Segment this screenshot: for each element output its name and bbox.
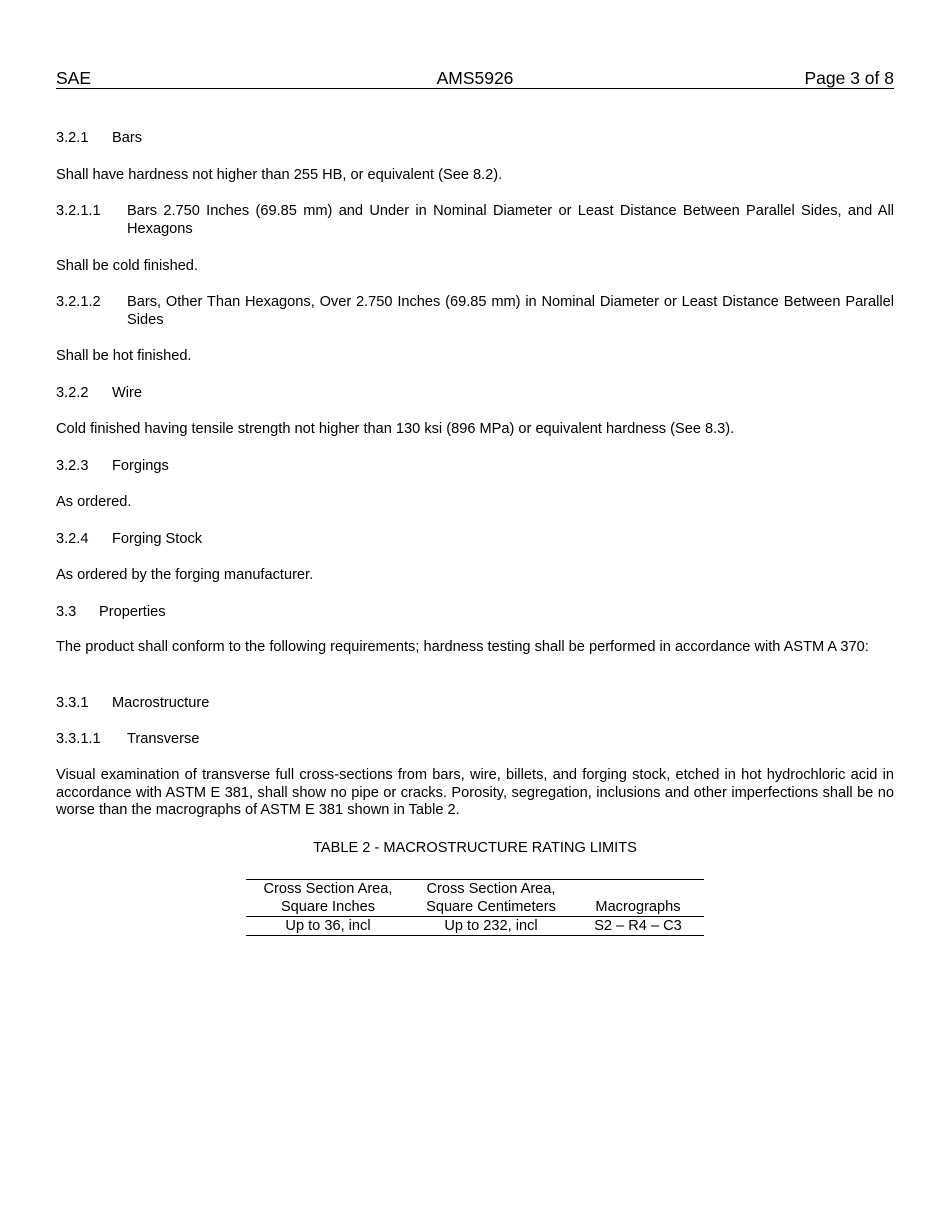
section-number: 3.2.3 [56,458,89,474]
section-3-2-1-1-heading [56,202,894,238]
section-3-2-2-body: Cold finished having tensile strength not higher than 130 ksi (896 MPa) or equivalent hardness (See 8.3). [56,421,735,437]
section-title: Bars 2.750 Inches (69.85 mm) and Under in Nominal Diameter or Least Distance Between Parallel Sides, and All Hexagons [127,203,894,237]
table-row [246,917,704,936]
section-3-2-1-body: Shall have hardness not higher than 255 HB, or equivalent (See 8.2). [56,167,503,183]
section-title: Bars [112,130,143,146]
section-3-3-1-1-heading [56,730,894,748]
section-3-3-heading [56,603,894,621]
section-3-2-1-heading [56,129,894,147]
section-3-2-1-2-heading [56,293,894,329]
header-org: SAE [56,68,92,88]
column-header-macrographs: Macrographs [595,899,681,915]
section-number: 3.2.2 [56,385,89,401]
column-header-square-inches: Cross Section Area, Square Inches [263,881,393,915]
section-3-2-3-heading [56,457,894,475]
table-2-caption: TABLE 2 - MACROSTRUCTURE RATING LIMITS [313,840,637,856]
table-cell: Up to 36, incl [285,918,371,934]
section-number: 3.3.1 [56,695,89,711]
section-title: Bars, Other Than Hexagons, Over 2.750 Inches (69.85 mm) in Nominal Diameter or Least Distance Between Parallel Sides [127,294,894,328]
header-doc-number: AMS5926 [436,68,514,88]
section-number: 3.2.1.2 [56,294,101,310]
table-cell: S2 – R4 – C3 [594,918,682,934]
section-3-2-2-heading [56,384,894,402]
column-header-square-centimeters: Cross Section Area, Square Centimeters [426,881,556,915]
section-title: Forgings [112,458,169,474]
section-number: 3.3 [56,604,77,620]
table-header-row [246,880,704,917]
section-3-2-3-body: As ordered. [56,494,132,510]
section-3-2-1-1-body: Shall be cold finished. [56,258,198,274]
table-cell: Up to 232, incl [444,918,538,934]
section-3-2-4-heading [56,530,894,548]
section-number: 3.2.4 [56,531,89,547]
section-title: Transverse [127,731,200,747]
section-title: Forging Stock [112,531,203,547]
section-number: 3.3.1.1 [56,731,101,747]
section-3-3-1-1-body: Visual examination of transverse full cross-sections from bars, wire, billets, and forging stock, etched in hot hydrochloric acid in accordance with ASTM E 381, shall show no pipe or cracks. Porosity, segregation, inclusions and other imperfections shall be no worse than the macrographs of ASTM E 381 shown in Table 2. [56,767,894,818]
section-title: Wire [112,385,142,401]
section-title: Properties [99,604,166,620]
macrostructure-rating-table [246,879,704,936]
section-3-3-body: The product shall conform to the following requirements; hardness testing shall be performed in accordance with ASTM A 370: [56,639,869,655]
header-page-number: Page 3 of 8 [804,68,894,88]
section-number: 3.2.1.1 [56,203,101,219]
section-number: 3.2.1 [56,130,89,146]
section-3-2-4-body: As ordered by the forging manufacturer. [56,567,314,583]
section-3-2-1-2-body: Shall be hot finished. [56,348,192,364]
section-title: Macrostructure [112,695,210,711]
section-3-3-1-heading [56,694,894,712]
page-header [56,68,894,89]
